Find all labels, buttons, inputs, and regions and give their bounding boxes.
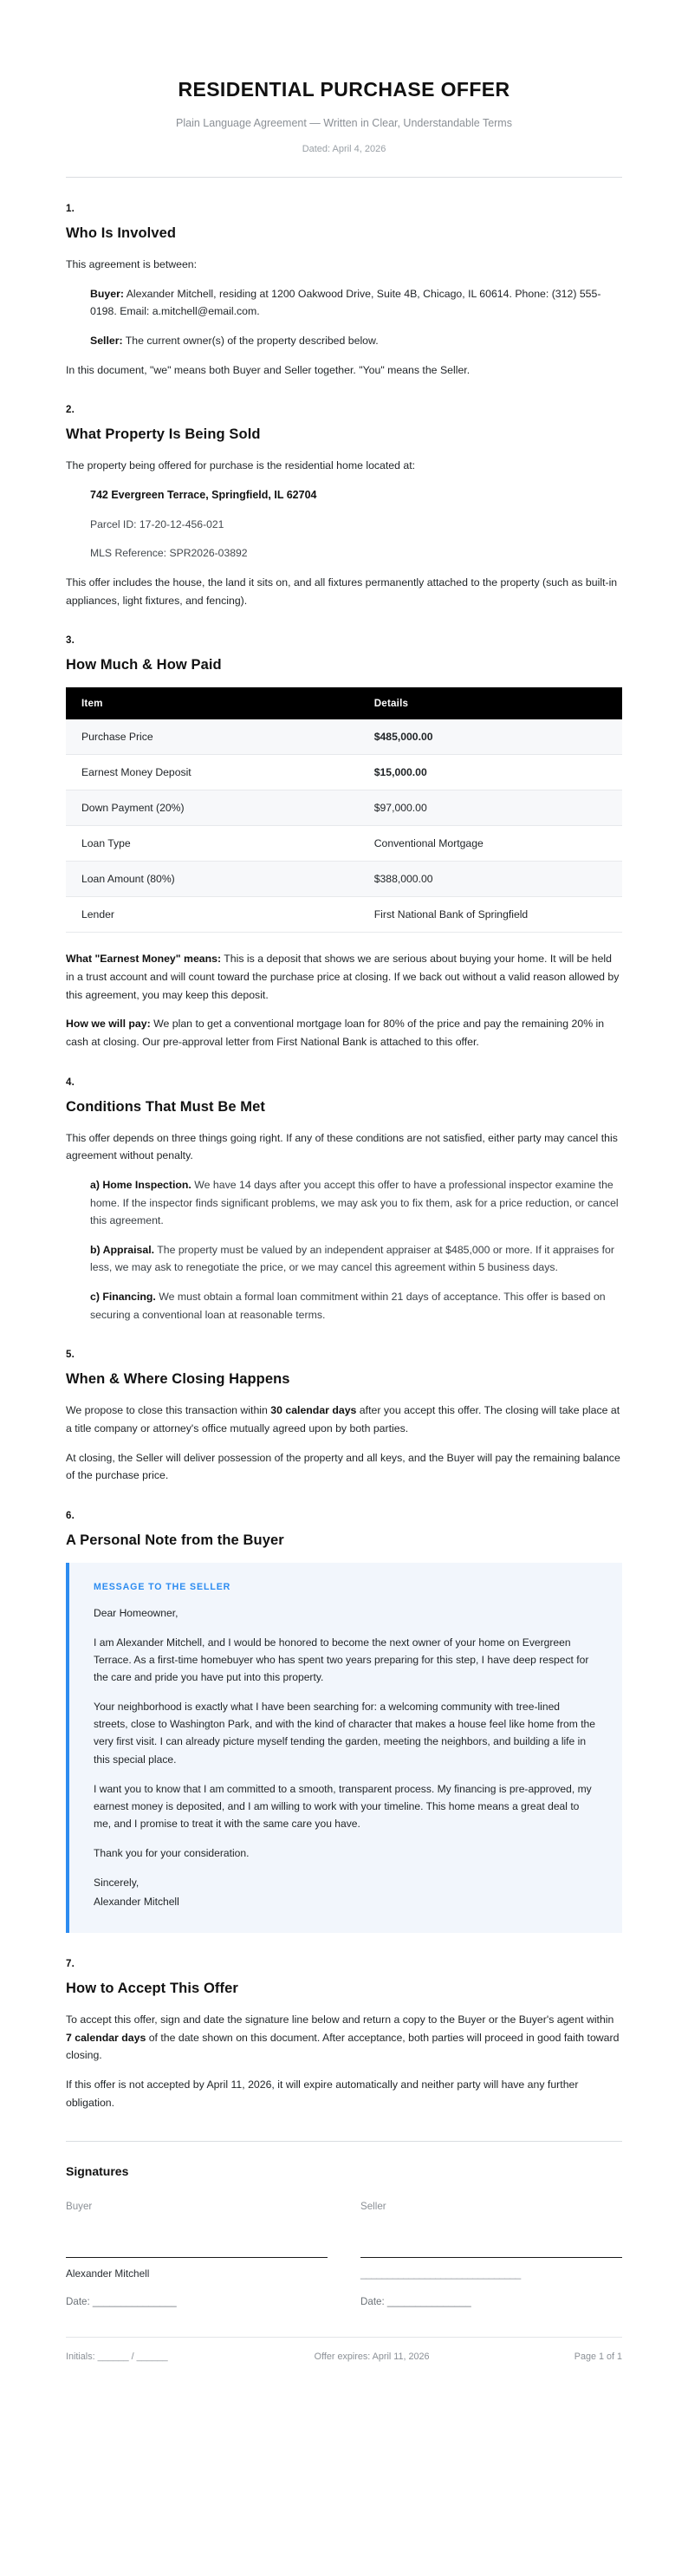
document-header bbox=[66, 78, 622, 154]
table-row bbox=[66, 719, 622, 755]
section-closing bbox=[66, 1350, 622, 1485]
page-footer bbox=[66, 2352, 622, 2362]
table-cell-item: Down Payment (20%) bbox=[66, 790, 359, 826]
earnest-money-label: What "Earnest Money" means: bbox=[66, 953, 222, 966]
buyer-signature-line[interactable] bbox=[66, 2257, 328, 2258]
buyer-date-field[interactable]: Date: _______________ bbox=[66, 2296, 177, 2308]
property-parcel-id: Parcel ID: 17-20-12-456-021 bbox=[90, 517, 224, 530]
table-cell-item: Loan Amount (80%) bbox=[66, 862, 359, 897]
definitions-note: In this document, "we" means both Buyer and Seller together. "You" means the Seller. bbox=[66, 363, 471, 376]
seller-signature-line[interactable] bbox=[360, 2257, 622, 2258]
property-address: 742 Evergreen Terrace, Springfield, IL 62704 bbox=[90, 488, 317, 501]
table-cell-detail: $15,000.00 bbox=[359, 755, 622, 790]
price-table bbox=[66, 687, 622, 933]
footer-offer-expires: Offer expires: April 11, 2026 bbox=[314, 2352, 430, 2363]
signatures-block bbox=[66, 2164, 622, 2307]
acceptance-prefix: To accept this offer, sign and date the signature line below and return a copy to the Buyer or the Buyer's agent within bbox=[66, 2013, 614, 2026]
condition-item bbox=[90, 1176, 622, 1230]
section-property bbox=[66, 405, 622, 609]
closing-possession: At closing, the Seller will deliver possession of the property and all keys, and the Buyer will pay the remaining balance of the purchase price. bbox=[66, 1451, 620, 1482]
earnest-money-explainer bbox=[66, 950, 622, 1004]
section-number: 1. bbox=[66, 204, 75, 214]
letter-greeting: Dear Homeowner, bbox=[94, 1607, 178, 1620]
section-heading: Who Is Involved bbox=[66, 225, 177, 241]
table-cell-detail: Conventional Mortgage bbox=[359, 826, 622, 862]
payment-plan-explainer bbox=[66, 1015, 622, 1051]
section-conditions bbox=[66, 1077, 622, 1324]
closing-timeline-prefix: We propose to close this transaction within bbox=[66, 1404, 271, 1417]
signatures-divider bbox=[66, 2141, 622, 2142]
buyer-signature-column bbox=[66, 2201, 328, 2307]
property-intro: The property being offered for purchase is the residential home located at: bbox=[66, 459, 416, 472]
footer-divider bbox=[66, 2337, 622, 2338]
condition-item bbox=[90, 1288, 622, 1324]
section-heading: When & Where Closing Happens bbox=[66, 1371, 290, 1388]
section-heading: How Much & How Paid bbox=[66, 657, 222, 673]
section-number: 4. bbox=[66, 1077, 75, 1088]
buyer-printed-name: Alexander Mitchell bbox=[66, 2267, 150, 2280]
earnest-money-text: This is a deposit that shows we are serious about buying your home. It will be held in a trust account and will count toward the purchase price at closing. If we back out without a valid reason allowed by this agreement, you may keep this deposit. bbox=[66, 953, 620, 1001]
letter-paragraph-2: Your neighborhood is exactly what I have been searching for: a welcoming community with tree-lined streets, close to Washington Park, and with the kind of character that makes a house feel like home from the very first visit. I can already picture myself tending the garden, meeting the neighbors, and building a life in this special place. bbox=[94, 1701, 595, 1766]
header-divider bbox=[66, 177, 622, 178]
table-cell-item: Purchase Price bbox=[66, 719, 359, 755]
buyer-role-label: Buyer bbox=[66, 2201, 93, 2213]
table-cell-detail: $97,000.00 bbox=[359, 790, 622, 826]
section-number: 2. bbox=[66, 405, 75, 416]
section-price-and-payment bbox=[66, 635, 622, 1051]
letter-paragraph-3: I want you to know that I am committed to a smooth, transparent process. My financing is pre-approved, my earnest money is deposited, and I am willing to work with your timeline. This home means a great deal to me, and I promise to treat it with the same care you have. bbox=[94, 1782, 592, 1830]
table-row bbox=[66, 755, 622, 790]
property-mls-reference: MLS Reference: SPR2026-03892 bbox=[90, 547, 248, 560]
letter-thank-you: Thank you for your consideration. bbox=[94, 1846, 250, 1859]
buyer-letter-callout bbox=[66, 1563, 622, 1933]
section-number: 5. bbox=[66, 1350, 75, 1361]
table-row bbox=[66, 826, 622, 862]
document-date: Dated: April 4, 2026 bbox=[302, 144, 386, 154]
table-cell-item: Lender bbox=[66, 897, 359, 933]
section-personal-note bbox=[66, 1511, 622, 1933]
property-fixtures-note: This offer includes the house, the land it sits on, and all fixtures permanently attached to the property (such as built-in appliances, light fixtures, and fencing). bbox=[66, 576, 618, 607]
buyer-details: Alexander Mitchell, residing at 1200 Oakwood Drive, Suite 4B, Chicago, IL 60614. Phone: (312) 555-0198. Email: a.mitchell@email.com. bbox=[90, 287, 601, 318]
section-intro: This agreement is between: bbox=[66, 258, 198, 270]
letter-paragraph-1: I am Alexander Mitchell, and I would be honored to become the next owner of your home on Evergreen Terrace. As a first-time homebuyer who has spent two years preparing for this step, I have deep respect for the care and pride you have put into this property. bbox=[94, 1636, 589, 1684]
table-cell-detail: $388,000.00 bbox=[359, 862, 622, 897]
section-how-to-accept bbox=[66, 1959, 622, 2111]
payment-plan-label: How we will pay: bbox=[66, 1018, 151, 1031]
closing-days-bold: 30 calendar days bbox=[270, 1404, 357, 1417]
footer-page-number: Page 1 of 1 bbox=[574, 2352, 622, 2363]
letter-label: MESSAGE TO THE SELLER bbox=[94, 1582, 231, 1593]
table-cell-detail: $485,000.00 bbox=[359, 719, 622, 755]
table-cell-detail: First National Bank of Springfield bbox=[359, 897, 622, 933]
table-row bbox=[66, 790, 622, 826]
price-table-head bbox=[66, 687, 622, 719]
acceptance-days-bold: 7 calendar days bbox=[66, 2031, 146, 2044]
condition-item bbox=[90, 1241, 622, 1277]
buyer-label: Buyer: bbox=[90, 287, 124, 300]
price-table-body bbox=[66, 719, 622, 933]
table-cell-item: Loan Type bbox=[66, 826, 359, 862]
condition-label: b) Appraisal. bbox=[90, 1243, 155, 1256]
closing-timeline bbox=[66, 1402, 622, 1437]
column-header-details: Details bbox=[359, 687, 622, 719]
page-title: RESIDENTIAL PURCHASE OFFER bbox=[178, 78, 510, 101]
signatures-grid bbox=[66, 2201, 622, 2307]
expiration-notice: If this offer is not accepted by April 11, 2026, it will expire automatically and neither party will have any further obligation. bbox=[66, 2078, 579, 2109]
acceptance-instructions bbox=[66, 2011, 622, 2065]
seller-printed-name[interactable]: ______________________________ bbox=[360, 2267, 521, 2280]
section-who-is-involved bbox=[66, 204, 622, 379]
letter-signature-name: Alexander Mitchell bbox=[94, 1895, 179, 1908]
seller-role-label: Seller bbox=[360, 2201, 386, 2213]
section-heading: A Personal Note from the Buyer bbox=[66, 1532, 284, 1549]
seller-signature-column bbox=[360, 2201, 622, 2307]
conditions-intro: This offer depends on three things going right. If any of these conditions are not satisfied, either party may cancel this agreement without penalty. bbox=[66, 1131, 618, 1162]
letter-signoff: Sincerely, bbox=[94, 1876, 140, 1889]
closing-timeline-suffix: after you accept this offer. The closing will take place at a title company or attorney's office mutually agreed upon by both parties. bbox=[66, 1404, 620, 1435]
seller-details: The current owner(s) of the property described below. bbox=[122, 334, 379, 347]
table-header-row bbox=[66, 687, 622, 719]
column-header-item: Item bbox=[66, 687, 359, 719]
table-cell-item: Earnest Money Deposit bbox=[66, 755, 359, 790]
seller-label: Seller: bbox=[90, 334, 123, 347]
seller-date-field[interactable]: Date: _______________ bbox=[360, 2296, 471, 2308]
buyer-party-block bbox=[90, 285, 622, 321]
acceptance-suffix: of the date shown on this document. After acceptance, both parties will proceed in good faith toward closing. bbox=[66, 2031, 620, 2062]
seller-party-block bbox=[90, 332, 622, 350]
section-heading: Conditions That Must Be Met bbox=[66, 1098, 266, 1115]
condition-text: We must obtain a formal loan commitment within 21 days of acceptance. This offer is based on securing a conventional loan at reasonable terms. bbox=[90, 1291, 606, 1321]
document-subtitle: Plain Language Agreement — Written in Clear, Understandable Terms bbox=[176, 117, 512, 129]
section-number: 3. bbox=[66, 635, 75, 647]
section-heading: How to Accept This Offer bbox=[66, 1980, 238, 1996]
signatures-heading: Signatures bbox=[66, 2164, 129, 2179]
section-number: 7. bbox=[66, 1958, 75, 1969]
section-number: 6. bbox=[66, 1511, 75, 1522]
condition-label: c) Financing. bbox=[90, 1291, 156, 1304]
condition-label: a) Home Inspection. bbox=[90, 1178, 191, 1191]
footer-initials[interactable]: Initials: ______ / ______ bbox=[66, 2352, 168, 2363]
condition-text: We have 14 days after you accept this offer to have a professional inspector examine the home. If the inspector finds significant problems, we may ask you to fix them, ask for a price reduction, or cancel this agreement. bbox=[90, 1178, 619, 1227]
table-row bbox=[66, 862, 622, 897]
section-heading: What Property Is Being Sold bbox=[66, 426, 261, 443]
table-row bbox=[66, 897, 622, 933]
payment-plan-text: We plan to get a conventional mortgage loan for 80% of the price and pay the remaining 20% in cash at closing. Our pre-approval letter from First National Bank is attached to this offer. bbox=[66, 1018, 605, 1048]
condition-text: The property must be valued by an independent appraiser at $485,000 or more. If it appraises for less, we may ask to renegotiate the price, or we may cancel this agreement within 5 business days. bbox=[90, 1243, 614, 1274]
